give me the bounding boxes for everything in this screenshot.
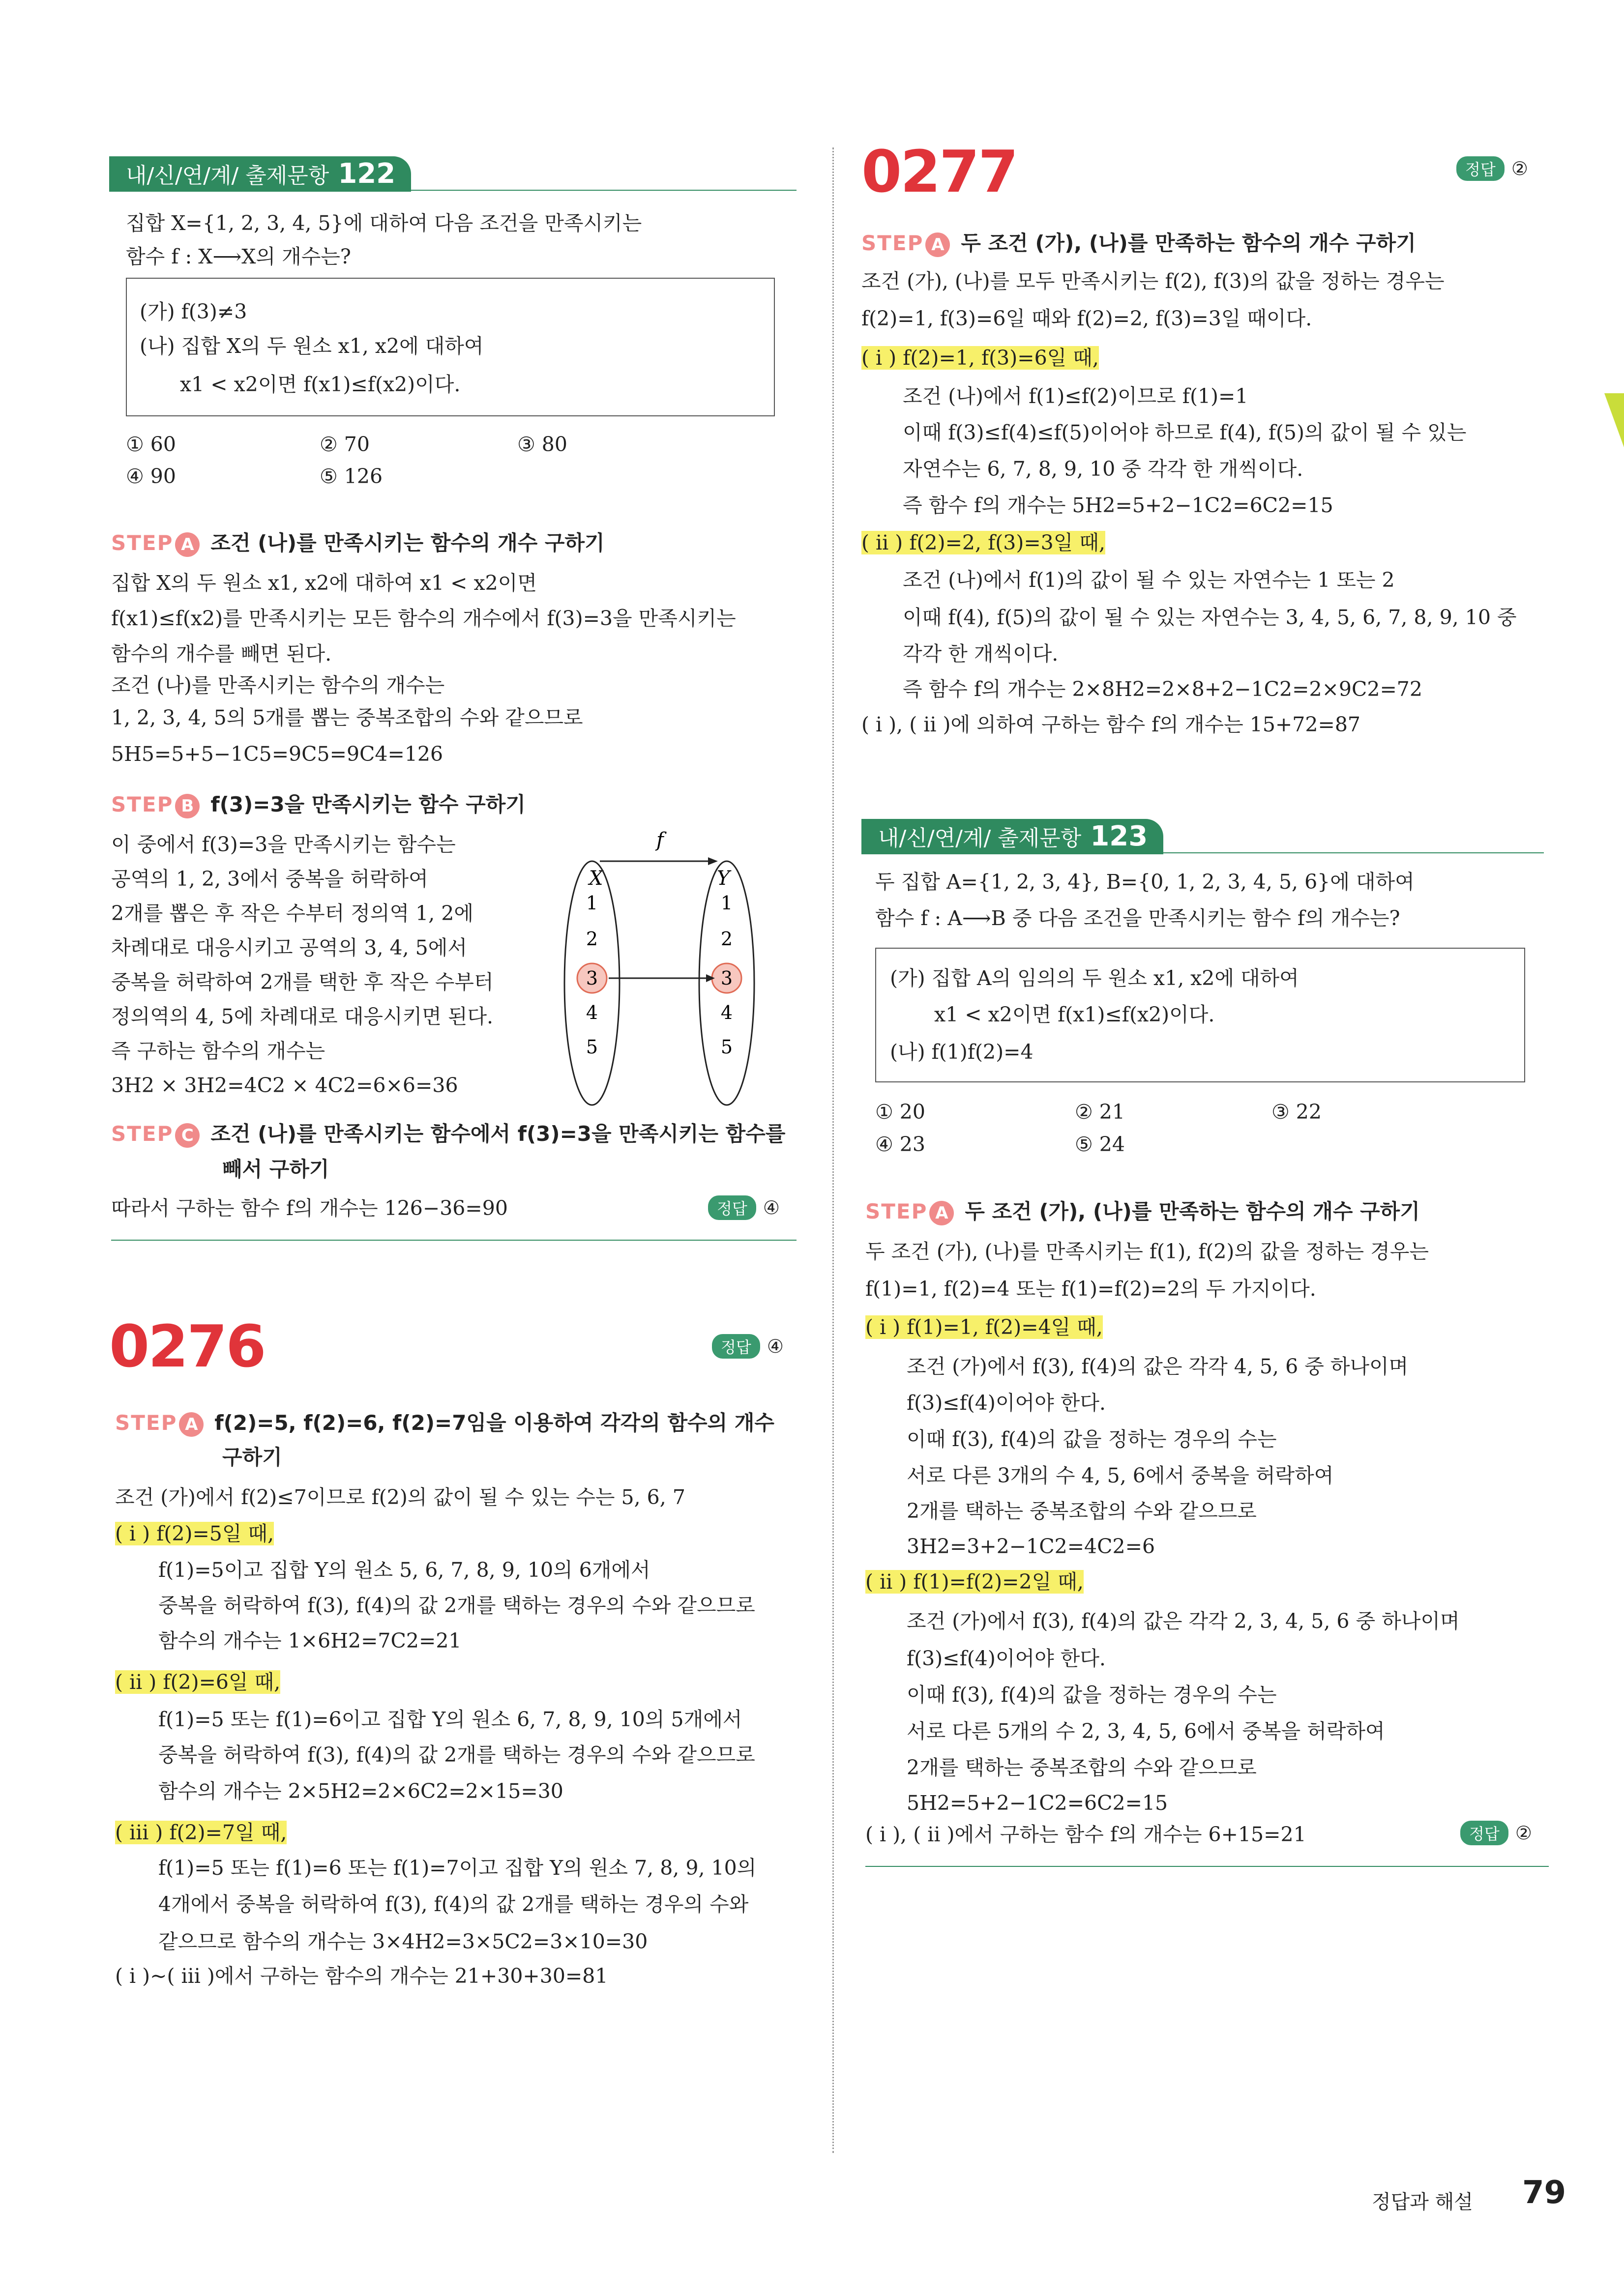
q123-choice-4: ④ 23 <box>875 1133 925 1156</box>
column-divider <box>832 147 834 2153</box>
diagram-f-label: f <box>656 829 664 851</box>
b-line-5: 중복을 허락하여 2개를 택한 후 작은 수부터 <box>111 970 494 994</box>
p276-line-8: 중복을 허락하여 f(3), f(4)의 값 2개를 택하는 경우의 수와 같으므로 <box>158 1743 755 1767</box>
b-line-2: 공역의 1, 2, 3에서 중복을 허락하여 <box>111 867 428 891</box>
p276-line-11: f(1)=5 또는 f(1)=6 또는 f(1)=7이고 집합 Y의 원소 7, 8, 9, 10의 <box>158 1856 757 1880</box>
step-letter: B <box>175 794 200 818</box>
s123-line-1: 두 조건 (가), (나)를 만족시키는 f(1), f(2)의 값을 정하는 경우는 <box>865 1240 1429 1263</box>
x-elem-5: 5 <box>586 1036 598 1058</box>
step-title-2: 빼서 구하기 <box>222 1157 329 1181</box>
q123-choice-2: ② 21 <box>1075 1100 1125 1124</box>
s123-line-6: 이때 f(3), f(4)의 값을 정하는 경우의 수는 <box>907 1427 1277 1451</box>
answer-pill: 정답 <box>712 1334 760 1359</box>
p276-line-9: 함수의 개수는 2×5H2=2×6C2=2×15=30 <box>158 1779 563 1803</box>
a-line-4: 조건 (나)를 만족시키는 함수의 개수는 <box>111 673 445 697</box>
answer-0277 <box>1456 156 1528 181</box>
answer-value: ② <box>1515 1822 1532 1844</box>
case-highlight: ( ii ) f(1)=f(2)=2일 때, <box>865 1570 1084 1594</box>
problem-number-0276: 0276 <box>109 1312 265 1380</box>
step-letter: A <box>929 1201 954 1225</box>
c-line: 따라서 구하는 함수 f의 개수는 126−36=90 <box>111 1196 508 1220</box>
q123-choice-3: ③ 22 <box>1271 1100 1322 1124</box>
b-line-3: 2개를 뽑은 후 작은 수부터 정의역 1, 2에 <box>111 901 474 925</box>
step-b-122 <box>111 788 526 818</box>
b-line-1: 이 중에서 f(3)=3을 만족시키는 함수는 <box>111 833 456 856</box>
s123-case-1 <box>865 1315 1103 1339</box>
step-tag: STEP <box>861 231 924 255</box>
p277-line-12: 즉 함수 f의 개수는 2×8H2=2×8+2−1C2=2×9C2=72 <box>903 677 1422 701</box>
answer-122 <box>708 1195 780 1220</box>
q122-cond2: (나) 집합 X의 두 원소 x1, x2에 대하여 <box>140 334 484 358</box>
a-line-2: f(x1)≤f(x2)를 만족시키는 모든 함수의 개수에서 f(3)=3을 만족시키는 <box>111 607 736 630</box>
p276-case-1 <box>115 1522 274 1546</box>
q122-cond3: x1 < x2이면 f(x1)≤f(x2)이다. <box>180 373 461 396</box>
step-letter: A <box>925 233 950 257</box>
s123-line-9: 3H2=3+2−1C2=4C2=6 <box>907 1535 1155 1558</box>
a-line-3: 함수의 개수를 빼면 된다. <box>111 642 332 666</box>
case-highlight: ( i ) f(1)=1, f(2)=4일 때, <box>865 1315 1103 1339</box>
diagram-f-arrowhead <box>708 857 718 865</box>
step-letter: C <box>175 1123 200 1148</box>
s123-case-2 <box>865 1570 1084 1594</box>
b-line-4: 차례대로 대응시키고 공역의 3, 4, 5에서 <box>111 936 467 959</box>
step-a-0277 <box>861 227 1416 257</box>
s123-line-15: 2개를 택하는 중복조합의 수와 같으므로 <box>907 1756 1257 1779</box>
step-letter: A <box>175 532 200 557</box>
case-highlight: ( i ) f(2)=1, f(3)=6일 때, <box>861 346 1099 370</box>
q123-cond1: (가) 집합 A의 임의의 두 원소 x1, x2에 대하여 <box>890 966 1299 990</box>
s123-line-2: f(1)=1, f(2)=4 또는 f(1)=f(2)=2의 두 가지이다. <box>865 1277 1316 1301</box>
case-highlight: ( iii ) f(2)=7일 때, <box>115 1821 287 1844</box>
p277-line-4: 조건 (나)에서 f(1)≤f(2)이므로 f(1)=1 <box>903 384 1248 408</box>
banner-rule <box>1147 852 1544 853</box>
answer-pill: 정답 <box>1456 156 1505 181</box>
p277-line-1: 조건 (가), (나)를 모두 만족시키는 f(2), f(3)의 값을 정하는 경우는 <box>861 269 1445 293</box>
a-line-5: 1, 2, 3, 4, 5의 5개를 뽑는 중복조합의 수와 같으므로 <box>111 706 583 729</box>
a-line-6: 5H5=5+5−1C5=9C5=9C4=126 <box>111 742 443 766</box>
p276-line-12: 4개에서 중복을 허락하여 f(3), f(4)의 값 2개를 택하는 경우의 수와 <box>158 1892 749 1916</box>
page-edge-tab <box>1604 393 1624 447</box>
p276-case-2 <box>115 1670 280 1694</box>
p277-case-1 <box>861 346 1099 370</box>
p276-line-1: 조건 (가)에서 f(2)≤7이므로 f(2)의 값이 될 수 있는 수는 5, 6, 7 <box>115 1485 685 1509</box>
step-tag: STEP <box>865 1199 928 1223</box>
q123-line2: 함수 f : A⟶B 중 다음 조건을 만족시키는 함수 f의 개수는? <box>875 906 1400 930</box>
p276-line-13: 같으므로 함수의 개수는 3×4H2=3×5C2=3×10=30 <box>158 1930 648 1953</box>
s123-line-5: f(3)≤f(4)이어야 한다. <box>907 1391 1106 1415</box>
page-number: 79 <box>1522 2175 1566 2211</box>
y-elem-1: 1 <box>720 892 733 914</box>
p277-case-2 <box>861 531 1105 555</box>
q123-line1: 두 집합 A={1, 2, 3, 4}, B={0, 1, 2, 3, 4, 5, 6}에 대하여 <box>875 870 1415 894</box>
p276-line-14: ( i )~( iii )에서 구하는 함수의 개수는 21+30+30=81 <box>115 1964 608 1988</box>
x-elem-4: 4 <box>586 1002 598 1023</box>
s123-line-14: 서로 다른 5개의 수 2, 3, 4, 5, 6에서 중복을 허락하여 <box>907 1719 1385 1743</box>
p277-line-13: ( i ), ( ii )에 의하여 구하는 함수 f의 개수는 15+72=87 <box>861 713 1360 736</box>
q122-line2: 함수 f : X⟶X의 개수는? <box>126 245 351 268</box>
s123-line-8: 2개를 택하는 중복조합의 수와 같으므로 <box>907 1499 1257 1523</box>
x-elem-2: 2 <box>586 928 598 950</box>
step-title: 두 조건 (가), (나)를 만족하는 함수의 개수 구하기 <box>961 231 1416 255</box>
q122-choice-4: ④ 90 <box>126 465 176 488</box>
diagram-y-label: Y <box>717 867 730 890</box>
q122-choice-3: ③ 80 <box>517 433 567 456</box>
p276-line-5: 함수의 개수는 1×6H2=7C2=21 <box>158 1629 462 1653</box>
answer-123 <box>1460 1821 1532 1845</box>
problem-number-0277: 0277 <box>861 138 1017 205</box>
s123-line-4: 조건 (가)에서 f(3), f(4)의 값은 각각 4, 5, 6 중 하나이며 <box>907 1355 1409 1378</box>
step-a-122 <box>111 527 605 557</box>
banner-123 <box>861 819 1163 854</box>
step-title: 조건 (나)를 만족시키는 함수에서 f(3)=3을 만족시키는 함수를 <box>210 1122 786 1146</box>
step-title: 두 조건 (가), (나)를 만족하는 함수의 개수 구하기 <box>965 1199 1420 1223</box>
q122-choice-5: ⑤ 126 <box>320 465 383 488</box>
step-letter: A <box>179 1412 204 1437</box>
p277-line-5: 이때 f(3)≤f(4)≤f(5)이어야 하므로 f(4), f(5)의 값이 될 수 있는 <box>903 421 1467 444</box>
q122-choice-2: ② 70 <box>320 433 370 456</box>
case-highlight: ( ii ) f(2)=6일 때, <box>115 1670 281 1694</box>
answer-0276 <box>712 1334 784 1359</box>
p277-line-6: 자연수는 6, 7, 8, 9, 10 중 각각 한 개씩이다. <box>903 457 1303 481</box>
s123-line-11: 조건 (가)에서 f(3), f(4)의 값은 각각 2, 3, 4, 5, 6 중 하나이며 <box>907 1609 1460 1633</box>
banner-label: 내/신/연/계/ 출제문항 <box>878 826 1082 851</box>
step-title: 조건 (나)를 만족시키는 함수의 개수 구하기 <box>210 531 605 555</box>
diagram-x-label: X <box>589 867 603 890</box>
p277-line-11: 각각 한 개씩이다. <box>903 642 1059 666</box>
answer-value: ④ <box>763 1197 780 1219</box>
y-elem-5: 5 <box>720 1036 733 1058</box>
mapping-diagram <box>551 826 777 1111</box>
b-line-8: 3H2 × 3H2=4C2 × 4C2=6×6=36 <box>111 1074 458 1097</box>
b-line-7: 즉 구하는 함수의 개수는 <box>111 1039 325 1063</box>
banner-number: 123 <box>1090 820 1148 852</box>
y-elem-2: 2 <box>720 928 733 950</box>
banner-number: 122 <box>338 158 396 190</box>
answer-value: ② <box>1511 158 1528 179</box>
s123-line-13: 이때 f(3), f(4)의 값을 정하는 경우의 수는 <box>907 1683 1277 1707</box>
step-title: f(2)=5, f(2)=6, f(2)=7임을 이용하여 각각의 함수의 개수 <box>214 1411 774 1435</box>
footer-label: 정답과 해설 <box>1372 2191 1473 2213</box>
section-rule-123 <box>865 1866 1549 1867</box>
p277-line-10: 이때 f(4), f(5)의 값이 될 수 있는 자연수는 3, 4, 5, 6, 7, 8, 9, 10 중 <box>903 606 1517 629</box>
banner-rule <box>394 190 797 191</box>
answer-pill: 정답 <box>708 1195 756 1220</box>
s123-line-17: ( i ), ( ii )에서 구하는 함수 f의 개수는 6+15=21 <box>865 1823 1306 1846</box>
q123-cond2: x1 < x2이면 f(x1)≤f(x2)이다. <box>934 1003 1215 1026</box>
q122-choice-1: ① 60 <box>126 433 176 456</box>
a-line-1: 집합 X의 두 원소 x1, x2에 대하여 x1 < x2이면 <box>111 571 537 595</box>
y-elem-4: 4 <box>720 1002 733 1023</box>
step-tag: STEP <box>111 531 174 555</box>
y-elem-3: 3 <box>720 967 733 989</box>
p276-line-4: 중복을 허락하여 f(3), f(4)의 값 2개를 택하는 경우의 수와 같으므로 <box>158 1594 755 1617</box>
q123-choice-5: ⑤ 24 <box>1075 1133 1125 1156</box>
b-line-6: 정의역의 4, 5에 차례대로 대응시키면 된다. <box>111 1005 494 1028</box>
x-elem-3: 3 <box>586 967 598 989</box>
step-tag: STEP <box>115 1411 177 1435</box>
p277-line-9: 조건 (나)에서 f(1)의 값이 될 수 있는 자연수는 1 또는 2 <box>903 568 1395 592</box>
q123-choice-1: ① 20 <box>875 1100 925 1124</box>
step-a-title-cont <box>222 1441 282 1471</box>
case-highlight: ( ii ) f(2)=2, f(3)=3일 때, <box>861 531 1106 554</box>
s123-line-12: f(3)≤f(4)이어야 한다. <box>907 1647 1106 1670</box>
step-a-0276 <box>115 1407 774 1437</box>
q123-cond3: (나) f(1)f(2)=4 <box>890 1040 1033 1064</box>
step-a-123 <box>865 1195 1420 1225</box>
p277-line-2: f(2)=1, f(3)=6일 때와 f(2)=2, f(3)=3일 때이다. <box>861 307 1312 330</box>
q122-cond1: (가) f(3)≠3 <box>140 300 247 323</box>
p277-line-7: 즉 함수 f의 개수는 5H2=5+2−1C2=6C2=15 <box>903 494 1333 517</box>
s123-line-7: 서로 다른 3개의 수 4, 5, 6에서 중복을 허락하여 <box>907 1464 1334 1487</box>
step-tag: STEP <box>111 1122 174 1146</box>
x-elem-1: 1 <box>586 892 598 914</box>
section-rule-122 <box>111 1240 797 1241</box>
step-title: f(3)=3을 만족시키는 함수 구하기 <box>210 792 526 816</box>
case-highlight: ( i ) f(2)=5일 때, <box>115 1522 274 1545</box>
p276-case-3 <box>115 1821 287 1845</box>
q122-line1: 집합 X={1, 2, 3, 4, 5}에 대하여 다음 조건을 만족시키는 <box>126 211 642 235</box>
s123-line-16: 5H2=5+2−1C2=6C2=15 <box>907 1791 1168 1815</box>
answer-pill: 정답 <box>1460 1821 1508 1845</box>
step-c-title-cont <box>222 1153 329 1183</box>
p276-line-7: f(1)=5 또는 f(1)=6이고 집합 Y의 원소 6, 7, 8, 9, 10의 5개에서 <box>158 1708 742 1731</box>
step-tag: STEP <box>111 792 174 816</box>
banner-label: 내/신/연/계/ 출제문항 <box>126 163 329 188</box>
banner-122 <box>109 156 411 192</box>
step-title-2: 구하기 <box>222 1445 282 1469</box>
step-c-122 <box>111 1118 785 1148</box>
answer-value: ④ <box>767 1336 784 1357</box>
p276-line-3: f(1)=5이고 집합 Y의 원소 5, 6, 7, 8, 9, 10의 6개에서 <box>158 1558 650 1582</box>
